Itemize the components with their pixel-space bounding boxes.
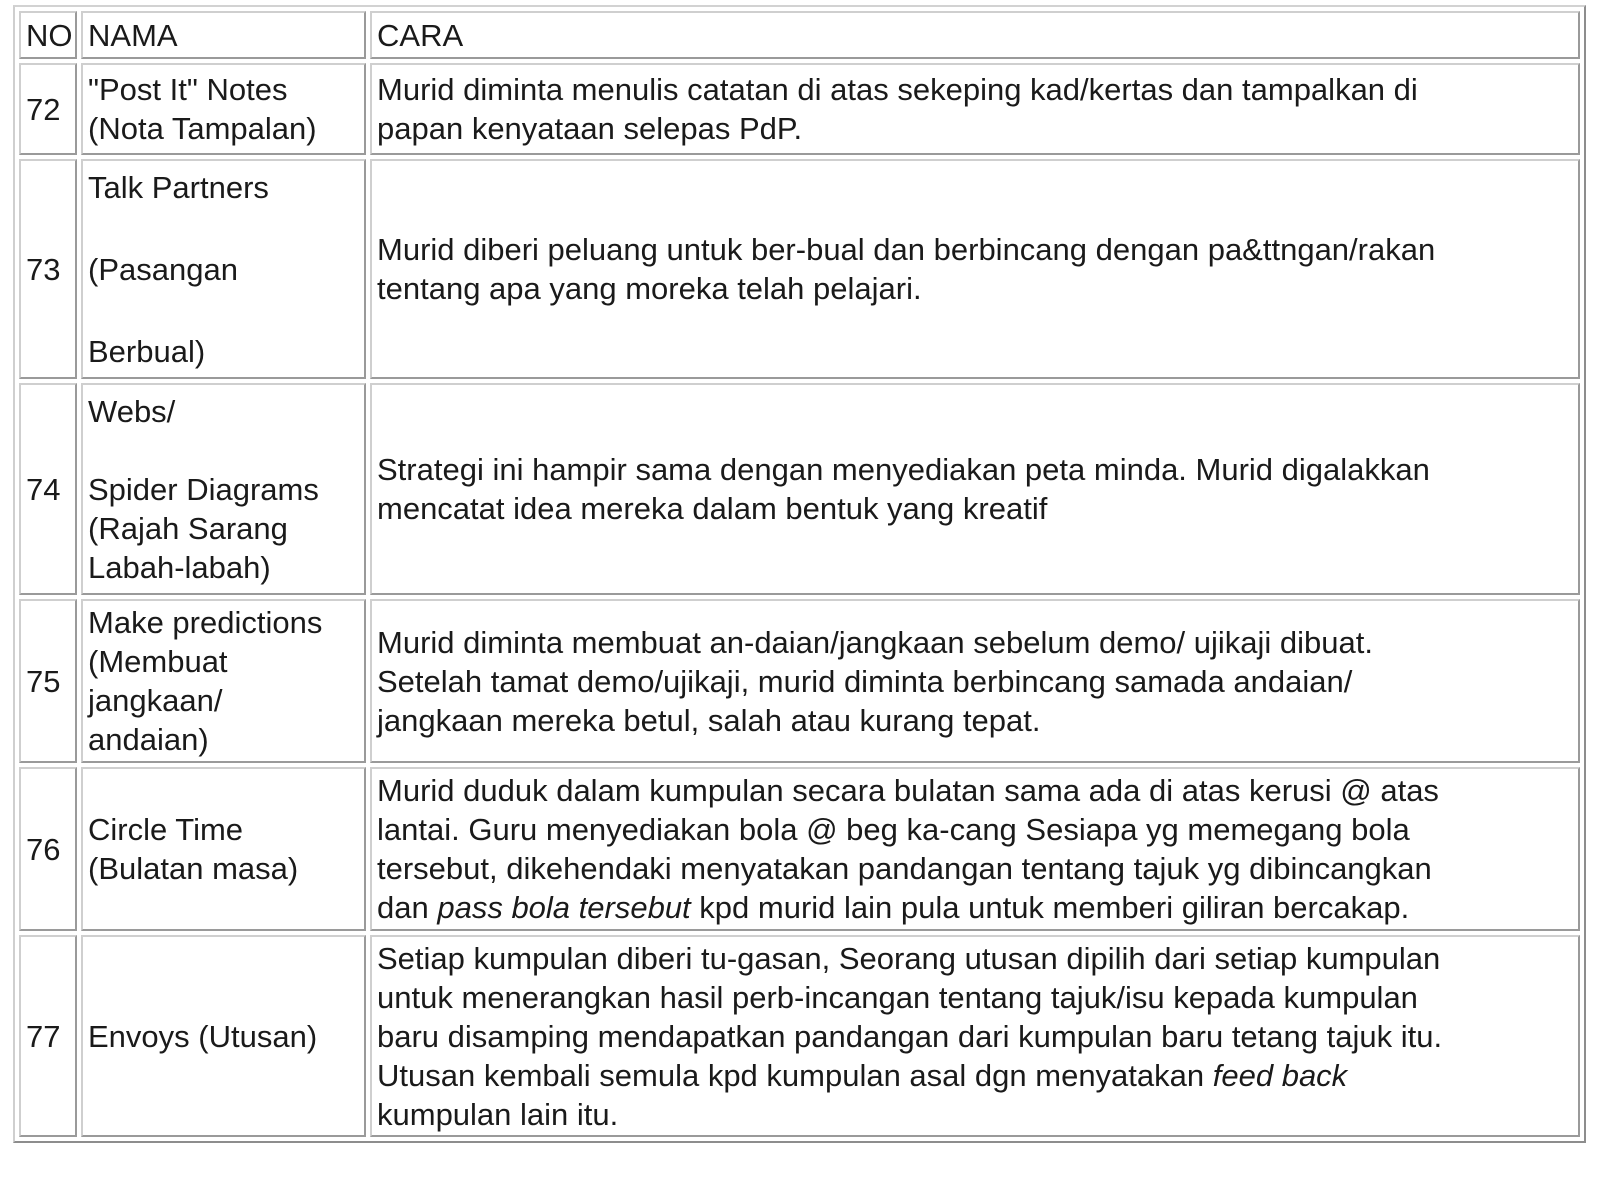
- name-line: (Bulatan masa): [88, 851, 299, 886]
- description-text: kpd murid lain pula untuk memberi giliran bercakap.: [690, 890, 1410, 925]
- description-line: untuk menerangkan hasil perb-incangan tentang tajuk/isu kepada kumpulan: [377, 979, 1418, 1015]
- strategy-name: [81, 599, 366, 763]
- strategy-name: [81, 767, 366, 931]
- name-line: (Membuat: [88, 644, 228, 679]
- strategy-name: [81, 159, 366, 379]
- description-line: tentang apa yang moreka telah pelajari.: [377, 271, 922, 306]
- name-line: (Pasangan: [88, 251, 238, 287]
- name-line-gap: [88, 209, 359, 248]
- name-line: (Rajah Sarang: [88, 510, 288, 546]
- header-no: NO: [19, 11, 77, 59]
- header-row: [19, 11, 1580, 59]
- table-row: [19, 767, 1580, 931]
- name-line: Circle Time: [88, 812, 244, 847]
- name-line: Webs/: [88, 393, 176, 429]
- strategy-name: [81, 935, 366, 1137]
- description-line: mencatat idea mereka dalam bentuk yang kreatif: [377, 491, 1048, 526]
- row-number: 72: [19, 63, 77, 155]
- description-line: Murid diminta membuat an-daian/jangkaan sebelum demo/ ujikaji dibuat.: [377, 624, 1373, 660]
- description-emphasis: feed back: [1212, 1057, 1348, 1093]
- strategy-table: [15, 7, 1584, 1141]
- description-line: Strategi ini hampir sama dengan menyediakan peta minda. Murid digalakkan: [377, 452, 1430, 487]
- header-cara: CARA: [370, 11, 1580, 59]
- description-text: dan: [377, 890, 438, 925]
- description-text: Utusan kembali semula kpd kumpulan asal dgn menyatakan: [377, 1057, 1213, 1093]
- table-row: [19, 383, 1580, 595]
- name-line: Labah-labah): [88, 549, 271, 585]
- description-line: kumpulan lain itu.: [377, 1096, 619, 1132]
- name-line-gap: [88, 431, 359, 470]
- name-line-gap: [88, 291, 359, 330]
- strategy-name: [81, 383, 366, 595]
- strategy-description: [370, 63, 1580, 155]
- description-line: Setelah tamat demo/ujikaji, murid diminta berbincang samada andaian/: [377, 663, 1353, 699]
- description-emphasis: pass bola tersebut: [437, 890, 691, 925]
- description-line: tersebut, dikehendaki menyatakan pandangan tentang tajuk yg dibincangkan: [377, 851, 1432, 886]
- name-line: Spider Diagrams: [88, 471, 319, 507]
- description-line: Setiap kumpulan diberi tu-gasan, Seorang utusan dipilih dari setiap kumpulan: [377, 940, 1441, 976]
- row-number: 74: [19, 383, 77, 595]
- description-line: jangkaan mereka betul, salah atau kurang tepat.: [377, 702, 1041, 738]
- description-line: [377, 1056, 1573, 1095]
- row-number: 73: [19, 159, 77, 379]
- description-line: Murid duduk dalam kumpulan secara bulatan sama ada di atas kerusi @ atas: [377, 773, 1439, 808]
- description-line: Murid diberi peluang untuk ber-bual dan berbincang dengan pa&ttngan/rakan: [377, 232, 1436, 267]
- name-line: Talk Partners: [88, 169, 269, 205]
- header-nama: NAMA: [81, 11, 366, 59]
- strategy-description: [370, 159, 1580, 379]
- row-number: 77: [19, 935, 77, 1137]
- strategy-description: [370, 599, 1580, 763]
- strategy-table-frame: [13, 5, 1586, 1143]
- name-line: Berbual): [88, 333, 206, 369]
- description-line: Murid diminta menulis catatan di atas sekeping kad/kertas dan tampalkan di: [377, 72, 1418, 107]
- strategy-description: [370, 383, 1580, 595]
- row-number: 76: [19, 767, 77, 931]
- table-row: [19, 935, 1580, 1137]
- name-line: "Post It" Notes: [88, 72, 288, 107]
- name-line: Make predictions: [88, 605, 323, 640]
- strategy-description: [370, 935, 1580, 1137]
- description-line: baru disamping mendapatkan pandangan dari kumpulan baru tetang tajuk itu.: [377, 1018, 1443, 1054]
- name-line: Envoys (Utusan): [88, 1018, 318, 1054]
- strategy-description: [370, 767, 1580, 931]
- name-line: (Nota Tampalan): [88, 111, 317, 146]
- table-row: [19, 599, 1580, 763]
- description-line: papan kenyataan selepas PdP.: [377, 111, 803, 146]
- row-number: 75: [19, 599, 77, 763]
- description-line: lantai. Guru menyediakan bola @ beg ka-cang Sesiapa yg memegang bola: [377, 812, 1410, 847]
- table-row: [19, 63, 1580, 155]
- name-line: andaian): [88, 722, 209, 757]
- table-row: [19, 159, 1580, 379]
- name-line: jangkaan/: [88, 683, 223, 718]
- description-line: [377, 888, 1573, 927]
- strategy-name: [81, 63, 366, 155]
